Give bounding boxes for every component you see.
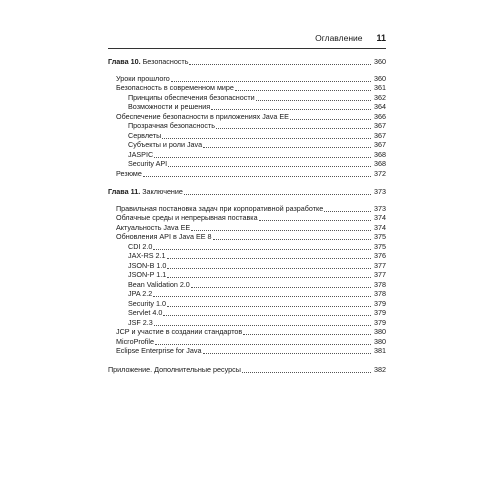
toc-label: Субъекты и роли Java [128, 140, 203, 149]
leader-dots [154, 319, 371, 326]
leader-dots [216, 122, 371, 129]
toc-item[interactable] [108, 270, 386, 280]
chapter-title: Заключение [142, 187, 183, 196]
leader-dots [153, 290, 371, 297]
leader-dots [203, 141, 371, 148]
toc-item[interactable] [108, 280, 386, 290]
running-head-title: Оглавление [315, 33, 363, 43]
leader-dots [167, 262, 371, 269]
running-head [108, 33, 386, 47]
leader-dots [171, 75, 371, 82]
leader-dots [163, 309, 371, 316]
toc-item[interactable] [108, 74, 386, 84]
toc-label: MicroProfile [116, 336, 154, 346]
toc-label: Приложение. Дополнительные ресурсы [108, 364, 241, 374]
toc-label: JASPIC [128, 149, 154, 159]
toc-page: 360 [374, 73, 386, 83]
page-number: 11 [376, 33, 386, 43]
toc-page: 360 [374, 57, 386, 66]
chapter-title: Безопасность [142, 57, 189, 66]
toc-item[interactable] [108, 308, 386, 318]
leader-dots [203, 347, 372, 354]
toc-page: 377 [374, 270, 386, 279]
toc-page: 382 [374, 364, 386, 374]
toc-item[interactable] [108, 121, 386, 131]
toc-label: JAX-RS 2.1 [128, 251, 166, 260]
leader-dots [167, 252, 371, 259]
toc-item[interactable] [108, 337, 386, 347]
leader-dots [184, 188, 371, 195]
toc-label: Security 1.0 [128, 298, 166, 308]
toc-item[interactable] [108, 83, 386, 93]
leader-dots [256, 94, 371, 101]
toc-page: 376 [374, 251, 386, 260]
leader-dots [259, 214, 371, 221]
toc-label: Облачные среды и непрерывная поставка [116, 213, 258, 222]
leader-dots [153, 243, 371, 250]
spacer [108, 178, 386, 187]
toc-item[interactable] [108, 131, 386, 141]
toc-label: JPA 2.2 [128, 289, 153, 298]
toc-chapter-10[interactable] [108, 57, 386, 67]
toc-label: Принципы обеспечения безопасности [128, 92, 255, 102]
leader-dots [191, 224, 371, 231]
toc-item[interactable] [108, 223, 386, 233]
toc-page: 373 [374, 203, 386, 213]
toc-appendix[interactable] [108, 365, 386, 375]
toc-page: 368 [374, 159, 386, 168]
spacer [108, 356, 386, 365]
leader-dots [211, 103, 371, 110]
toc-item[interactable] [108, 251, 386, 261]
toc-page: 364 [374, 102, 386, 111]
toc-page: 379 [374, 317, 386, 327]
toc-label: Обновления API в Java EE 8 [116, 232, 212, 241]
toc-page: 380 [374, 327, 386, 336]
toc-page: 377 [374, 260, 386, 270]
toc-item[interactable] [108, 242, 386, 252]
toc-chapter-11[interactable] [108, 187, 386, 197]
leader-dots [168, 160, 371, 167]
toc-page: 380 [374, 336, 386, 346]
toc-page: 375 [374, 241, 386, 251]
leader-dots [243, 328, 371, 335]
toc-page: 381 [374, 346, 386, 355]
toc-label: Eclipse Enterprise for Java [116, 346, 202, 355]
toc-item[interactable] [108, 150, 386, 160]
toc-page: 378 [374, 289, 386, 298]
table-of-contents [108, 57, 386, 374]
leader-dots [167, 271, 371, 278]
toc-page: 362 [374, 92, 386, 102]
toc-label: JCP и участие в создании стандартов [116, 327, 243, 336]
toc-item[interactable] [108, 289, 386, 299]
toc-page: 367 [374, 140, 386, 149]
toc-item[interactable] [108, 346, 386, 356]
toc-page: 375 [374, 232, 386, 241]
toc-page: 368 [374, 149, 386, 159]
toc-page: 367 [374, 130, 386, 140]
toc-label: Security API [128, 159, 168, 168]
toc-page: 378 [374, 279, 386, 289]
toc-page: 374 [374, 213, 386, 222]
toc-label: Уроки прошлого [116, 73, 170, 83]
toc-item[interactable] [108, 261, 386, 271]
leader-dots [167, 300, 371, 307]
toc-page: 374 [374, 222, 386, 232]
toc-label: Servlet 4.0 [128, 308, 163, 317]
header-rule [108, 48, 386, 49]
toc-item[interactable] [108, 102, 386, 112]
toc-label: CDI 2.0 [128, 241, 153, 251]
chapter-prefix: Глава 11. [108, 187, 141, 196]
toc-item[interactable] [108, 213, 386, 223]
toc-label: JSON-P 1.1 [128, 270, 167, 279]
toc-label: JSF 2.3 [128, 317, 153, 327]
toc-item[interactable] [108, 204, 386, 214]
toc-label: Правильная постановка задач при корпоративной разработке [116, 203, 324, 213]
toc-item[interactable] [108, 327, 386, 337]
toc-page: 379 [374, 308, 386, 317]
leader-dots [235, 84, 371, 91]
leader-dots [143, 170, 371, 177]
toc-label: JSON-B 1.0 [128, 260, 167, 270]
toc-item[interactable] [108, 169, 386, 179]
leader-dots [290, 113, 371, 120]
leader-dots [154, 151, 371, 158]
toc-page: 366 [374, 111, 386, 121]
toc-label: Сервлеты [128, 130, 162, 140]
leader-dots [155, 338, 371, 345]
toc-label: Возможности и решения [128, 102, 211, 111]
toc-item[interactable] [108, 159, 386, 169]
spacer [108, 67, 386, 74]
toc-page: 373 [374, 187, 386, 196]
spacer [108, 197, 386, 204]
leader-dots [324, 205, 371, 212]
toc-item[interactable] [108, 140, 386, 150]
toc-page: 361 [374, 83, 386, 92]
toc-item[interactable] [108, 93, 386, 103]
leader-dots [162, 132, 371, 139]
leader-dots [242, 366, 371, 373]
toc-page: 372 [374, 168, 386, 178]
toc-item[interactable] [108, 318, 386, 328]
toc-item[interactable] [108, 232, 386, 242]
toc-item[interactable] [108, 112, 386, 122]
leader-dots [191, 281, 371, 288]
toc-label: Обеспечение безопасности в приложениях Java EE [116, 111, 289, 121]
toc-label: Bean Validation 2.0 [128, 279, 190, 289]
toc-label: Резюме [116, 168, 142, 178]
toc-page: 379 [374, 298, 386, 308]
leader-dots [213, 233, 371, 240]
toc-label: Прозрачная безопасность [128, 121, 215, 130]
toc-label: Актуальность Java EE [116, 222, 191, 232]
toc-label: Безопасность в современном мире [116, 83, 234, 92]
toc-page: 367 [374, 121, 386, 130]
chapter-prefix: Глава 10. [108, 57, 141, 66]
leader-dots [189, 58, 371, 65]
toc-item[interactable] [108, 299, 386, 309]
